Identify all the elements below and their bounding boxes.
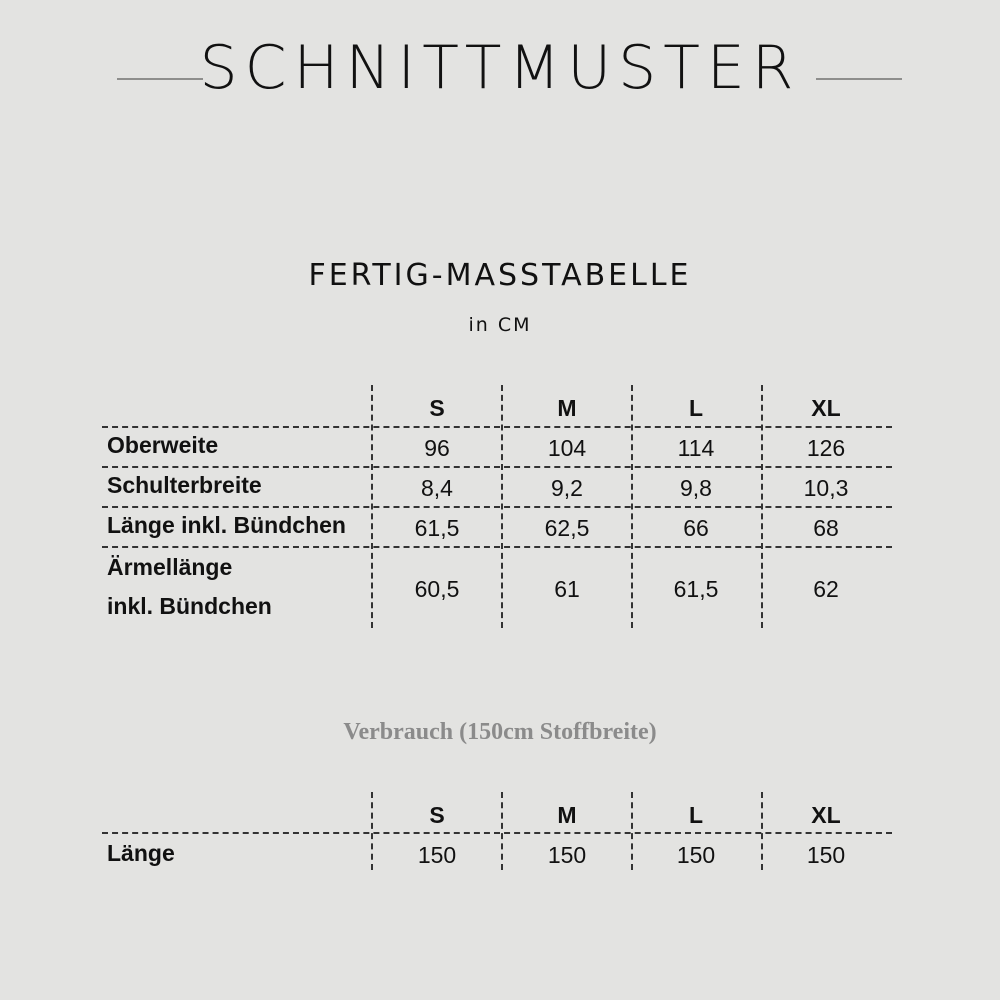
column-divider [631, 792, 633, 870]
column-header-s: S [429, 395, 445, 421]
table-cell: 61 [554, 576, 580, 602]
column-header-xl: XL [811, 802, 841, 828]
table-cell: 60,5 [414, 576, 460, 602]
size-table-title: FERTIG-MASSTABELLE [308, 258, 692, 293]
row-label-laenge: Länge inkl. Bündchen [107, 512, 346, 538]
table-cell: 96 [424, 435, 450, 461]
table-cell: 68 [813, 515, 839, 541]
column-divider [631, 385, 633, 628]
column-header-xl: XL [811, 395, 841, 421]
row-divider [102, 546, 892, 548]
title-bar [0, 28, 1000, 108]
table-cell: 9,8 [680, 475, 712, 501]
column-header-l: L [688, 802, 704, 828]
size-table-unit: in CM [468, 314, 532, 336]
table-cell: 126 [806, 435, 846, 461]
table-cell: 62 [813, 576, 839, 602]
column-divider [501, 792, 503, 870]
column-divider [761, 385, 763, 628]
page-title: SCHNITTMUSTER [199, 33, 801, 103]
table-cell: 150 [547, 842, 587, 868]
table-cell: 114 [677, 435, 715, 461]
table-cell: 62,5 [544, 515, 590, 541]
row-divider [102, 832, 892, 834]
row-divider [102, 426, 892, 428]
table-cell: 8,4 [421, 475, 453, 501]
column-header-s: S [429, 802, 445, 828]
table-cell: 61,5 [673, 576, 719, 602]
table-cell: 150 [676, 842, 716, 868]
row-divider [102, 506, 892, 508]
column-divider [371, 385, 373, 628]
title-divider-right [816, 78, 902, 80]
table-cell: 61,5 [414, 515, 460, 541]
consumption-title: Verbrauch (150cm Stoffbreite) [343, 719, 657, 745]
table-cell: 66 [683, 515, 709, 541]
table-cell: 9,2 [551, 475, 583, 501]
column-header-m: M [557, 395, 577, 421]
row-label-schulterbreite: Schulterbreite [107, 472, 262, 498]
column-header-l: L [688, 395, 704, 421]
table-cell: 10,3 [803, 475, 849, 501]
column-divider [761, 792, 763, 870]
column-divider [501, 385, 503, 628]
row-label-laenge: Länge [107, 840, 175, 866]
row-label-aermellaenge-line2: inkl. Bündchen [107, 593, 272, 619]
table-cell: 104 [547, 435, 587, 461]
table-cell: 150 [806, 842, 846, 868]
column-header-m: M [557, 802, 577, 828]
row-label-oberweite: Oberweite [107, 432, 219, 458]
row-label-aermellaenge: Ärmellänge [107, 554, 233, 580]
row-divider [102, 466, 892, 468]
column-divider [371, 792, 373, 870]
table-cell: 150 [417, 842, 457, 868]
